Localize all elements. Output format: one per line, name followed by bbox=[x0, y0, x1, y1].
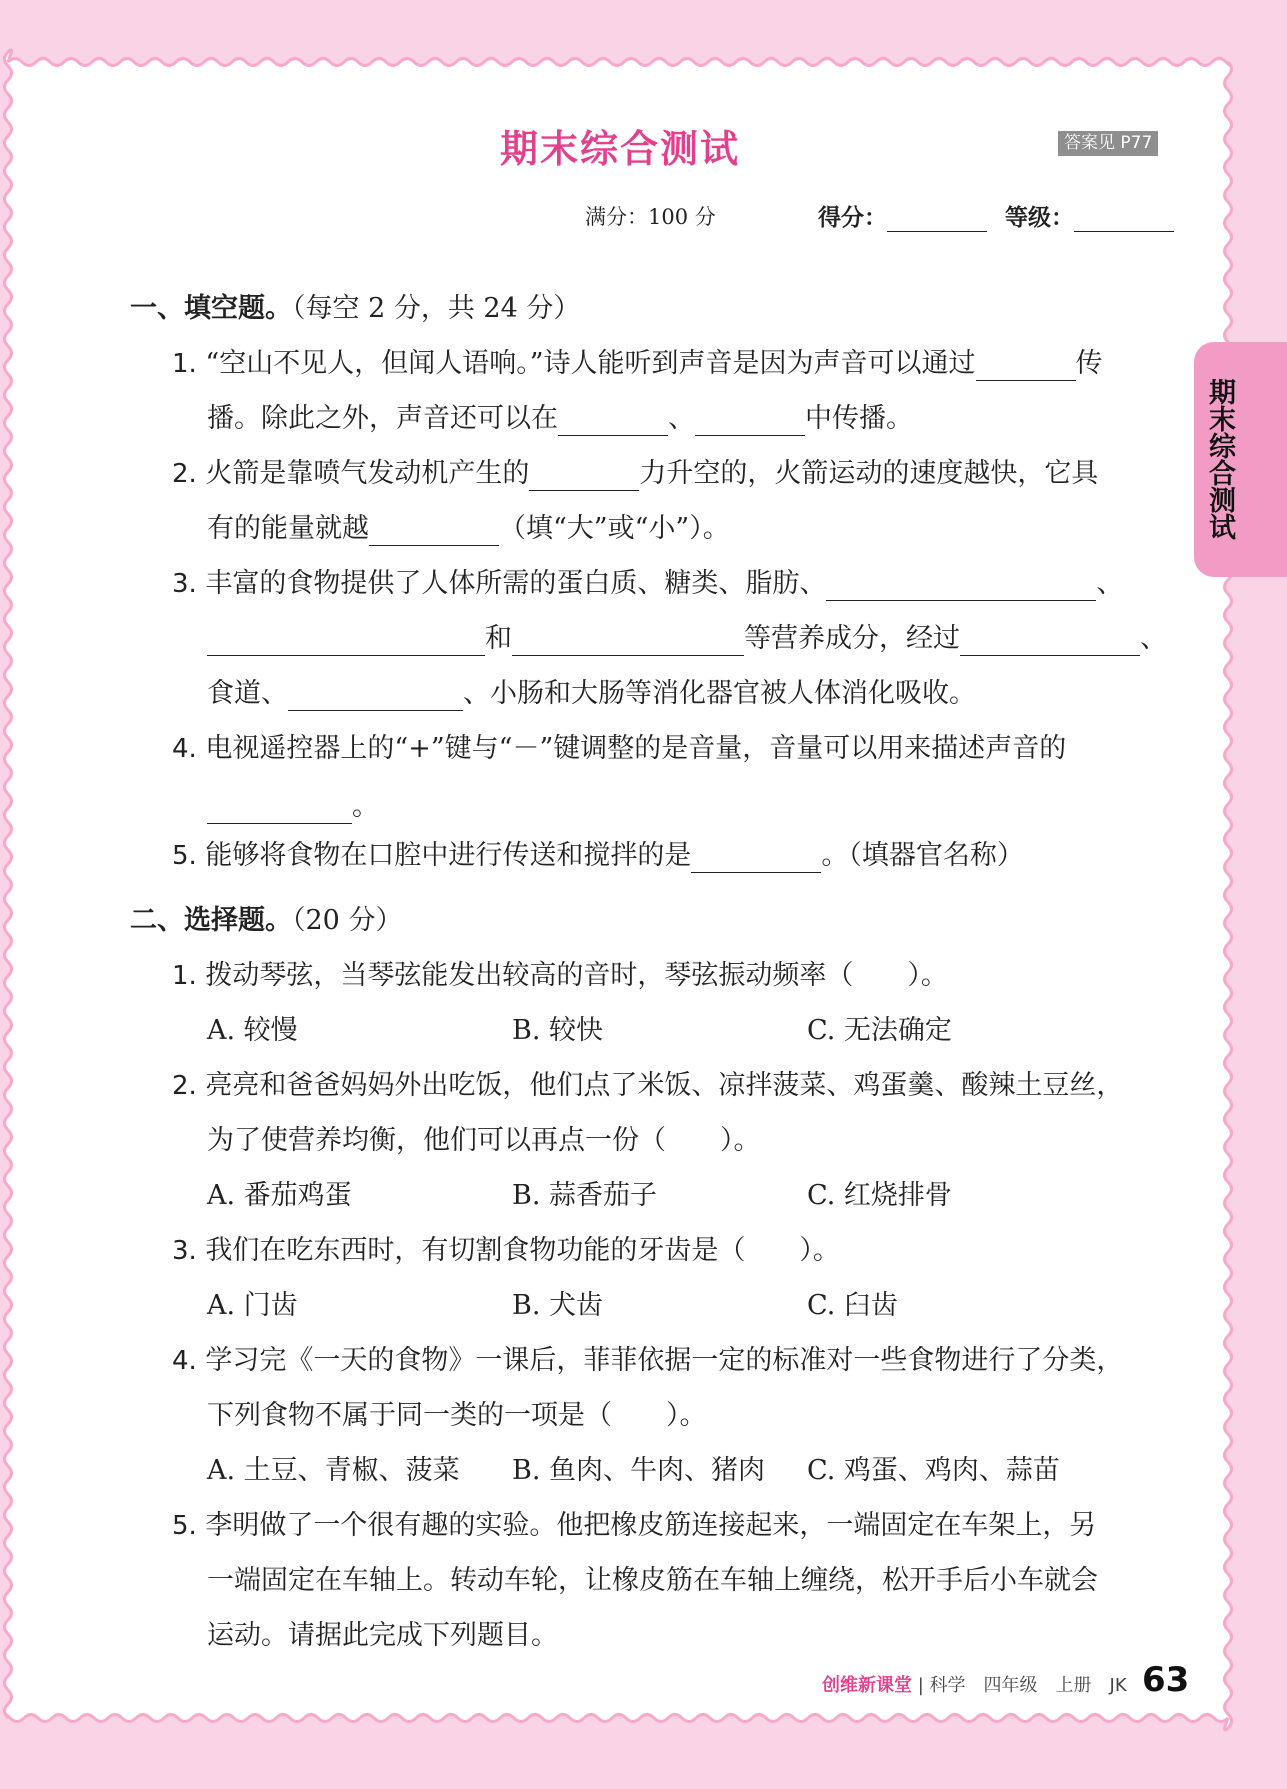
page-title: 期末综合测试 bbox=[499, 127, 740, 171]
question-text: 、小肠和大肠等消化器官被人体消化吸收。 bbox=[463, 678, 976, 709]
question-text: （填“大”或“小”）。 bbox=[499, 513, 730, 544]
s2-q4-line1 bbox=[172, 1344, 1123, 1378]
s1-q3-line3 bbox=[207, 677, 976, 711]
question-number: 5. bbox=[172, 841, 197, 871]
grade-field[interactable] bbox=[1005, 199, 1174, 232]
question-text: 。 bbox=[352, 791, 379, 822]
option-a[interactable]: A. 番茄鸡蛋 bbox=[207, 1180, 352, 1211]
question-number: 5. bbox=[172, 1511, 197, 1541]
option-b[interactable]: B. 蒜香茄子 bbox=[512, 1180, 658, 1211]
answer-blank[interactable] bbox=[826, 570, 1096, 601]
question-text: 。（填器官名称） bbox=[821, 840, 1024, 871]
question-text: 丰富的食物提供了人体所需的蛋白质、糖类、脂肪、 bbox=[205, 568, 827, 599]
option-c[interactable]: C. 红烧排骨 bbox=[807, 1180, 952, 1211]
s1-q3-line2 bbox=[207, 622, 1167, 656]
question-text: 火箭是靠喷气发动机产生的 bbox=[205, 458, 530, 489]
answer-blank[interactable] bbox=[529, 460, 639, 491]
option-c[interactable]: C. 臼齿 bbox=[807, 1290, 898, 1321]
question-number: 2. bbox=[172, 1071, 197, 1101]
score-label: 得分： bbox=[818, 205, 887, 231]
question-text: 、 bbox=[668, 403, 695, 434]
s2-q3 bbox=[172, 1234, 840, 1268]
answer-reference-badge: 答案见 P77 bbox=[1058, 131, 1158, 156]
s1-q2-line1 bbox=[172, 457, 1098, 491]
s1-q4-line1 bbox=[172, 732, 1066, 766]
option-b[interactable]: B. 犬齿 bbox=[512, 1290, 604, 1321]
answer-blank[interactable] bbox=[976, 350, 1076, 381]
section2-title: 二、选择题。 bbox=[130, 905, 292, 936]
answer-blank[interactable] bbox=[207, 625, 485, 656]
question-text: 中传播。 bbox=[805, 403, 913, 434]
option-a[interactable]: A. 土豆、青椒、菠菜 bbox=[207, 1455, 460, 1486]
option-b[interactable]: B. 较快 bbox=[512, 1015, 604, 1046]
answer-blank[interactable] bbox=[288, 680, 463, 711]
question-text: 亮亮和爸爸妈妈外出吃饭，他们点了米饭、凉拌菠菜、鸡蛋羹、酸辣土豆丝， bbox=[205, 1070, 1124, 1101]
option-a[interactable]: A. 门齿 bbox=[207, 1290, 298, 1321]
question-number: 4. bbox=[172, 734, 197, 764]
s1-q5-line1 bbox=[172, 839, 1024, 873]
s2-q1 bbox=[172, 959, 948, 993]
question-number: 4. bbox=[172, 1346, 197, 1376]
full-score: 满分：100 分 bbox=[585, 205, 716, 229]
question-number: 1. bbox=[172, 961, 197, 991]
answer-blank[interactable] bbox=[691, 842, 821, 873]
s2-q2-line2: 为了使营养均衡，他们可以再点一份（ ）。 bbox=[207, 1125, 761, 1156]
question-text: 拨动琴弦，当琴弦能发出较高的音时，琴弦振动频率（ ）。 bbox=[205, 960, 948, 991]
footer-meta: 科学 四年级 上册 JK bbox=[929, 1675, 1127, 1696]
question-text: 和 bbox=[485, 623, 512, 654]
grade-blank[interactable] bbox=[1074, 207, 1174, 232]
s1-q1-line1 bbox=[172, 347, 1103, 381]
s1-q4-line2 bbox=[207, 790, 379, 824]
footer-brand: 创维新课堂 bbox=[822, 1675, 912, 1696]
question-text: 我们在吃东西时，有切割食物功能的牙齿是（ ）。 bbox=[205, 1235, 840, 1266]
question-number: 3. bbox=[172, 1236, 197, 1266]
section1-heading bbox=[130, 292, 580, 326]
question-number: 1. bbox=[172, 349, 197, 379]
answer-blank[interactable] bbox=[512, 625, 744, 656]
s1-q1-line2 bbox=[207, 402, 913, 436]
option-b[interactable]: B. 鱼肉、牛肉、猪肉 bbox=[512, 1455, 766, 1486]
footer-series: 创维新课堂 | 科学 四年级 上册 JK bbox=[822, 1675, 1127, 1696]
answer-blank[interactable] bbox=[558, 405, 668, 436]
page-number: 63 bbox=[1142, 1660, 1190, 1700]
section1-title: 一、填空题。 bbox=[130, 293, 292, 324]
question-text: 学习完《一天的食物》一课后，菲菲依据一定的标准对一些食物进行了分类， bbox=[205, 1345, 1124, 1376]
answer-blank[interactable] bbox=[960, 625, 1140, 656]
section2-heading bbox=[130, 904, 402, 938]
answer-blank[interactable] bbox=[695, 405, 805, 436]
section2-note: （20 分） bbox=[292, 905, 403, 936]
grade-label: 等级： bbox=[1005, 205, 1074, 231]
s2-q5-line1 bbox=[172, 1509, 1096, 1543]
question-text: 能够将食物在口腔中进行传送和搅拌的是 bbox=[205, 840, 692, 871]
question-text: 食道、 bbox=[207, 678, 288, 709]
score-blank[interactable] bbox=[887, 207, 987, 232]
question-text: 电视遥控器上的“+”键与“－”键调整的是音量，音量可以用来描述声音的 bbox=[205, 733, 1067, 764]
question-text: 传 bbox=[1075, 348, 1103, 379]
answer-blank[interactable] bbox=[207, 793, 352, 824]
question-text: 力升空的，火箭运动的速度越快，它具 bbox=[639, 458, 1099, 489]
question-number: 3. bbox=[172, 569, 197, 599]
question-text: 播。除此之外，声音还可以在 bbox=[207, 403, 558, 434]
question-text: 、 bbox=[1096, 568, 1124, 599]
s2-q5-line2: 一端固定在车轴上。转动车轮，让橡皮筋在车轴上缠绕，松开手后小车就会 bbox=[207, 1565, 1098, 1596]
question-text: 李明做了一个很有趣的实验。他把橡皮筋连接起来，一端固定在车架上，另 bbox=[205, 1510, 1097, 1541]
s1-q2-line2 bbox=[207, 512, 730, 546]
question-number: 2. bbox=[172, 459, 197, 489]
side-tab-label: 期末综合测试 bbox=[1204, 378, 1235, 540]
question-text: 、 bbox=[1140, 623, 1167, 654]
question-text: 等营养成分，经过 bbox=[744, 623, 960, 654]
answer-blank[interactable] bbox=[369, 515, 499, 546]
section1-note: （每空 2 分，共 24 分） bbox=[292, 293, 581, 324]
s2-q5-line3: 运动。请据此完成下列题目。 bbox=[207, 1620, 558, 1651]
question-text: “空山不见人，但闻人语响。”诗人能听到声音是因为声音可以通过 bbox=[205, 348, 976, 379]
option-c[interactable]: C. 鸡蛋、鸡肉、蒜苗 bbox=[807, 1455, 1060, 1486]
score-field[interactable] bbox=[818, 199, 987, 232]
question-text: 有的能量就越 bbox=[207, 513, 369, 544]
option-a[interactable]: A. 较慢 bbox=[207, 1015, 298, 1046]
option-c[interactable]: C. 无法确定 bbox=[807, 1015, 952, 1046]
s2-q4-line2: 下列食物不属于同一类的一项是（ ）。 bbox=[207, 1400, 707, 1431]
s2-q2-line1 bbox=[172, 1069, 1123, 1103]
s1-q3-line1 bbox=[172, 567, 1123, 601]
